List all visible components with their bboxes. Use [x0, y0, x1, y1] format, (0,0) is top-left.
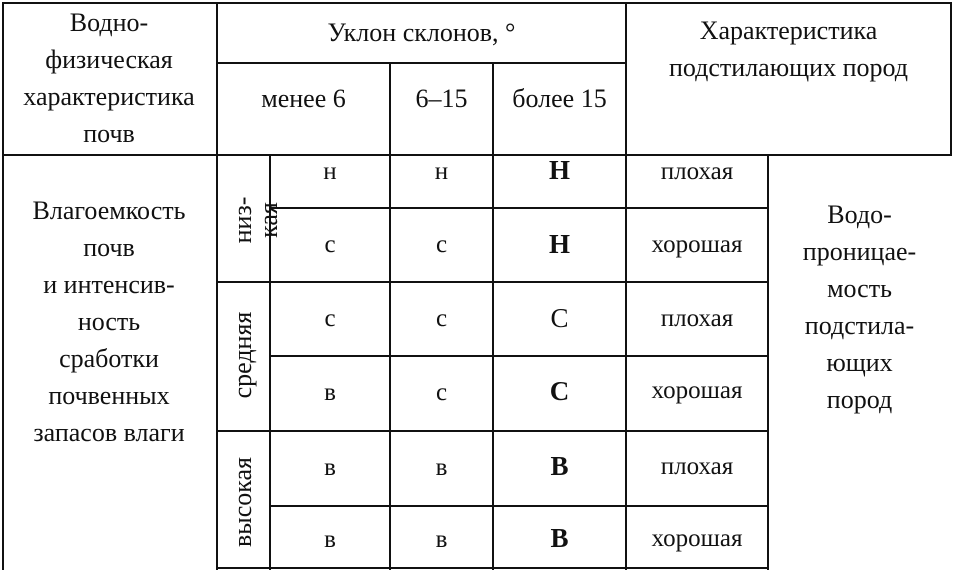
cell-slope-less-6: н	[323, 158, 337, 185]
header-col1-line: характеристика	[23, 82, 195, 111]
header-rock-line: Характеристика	[699, 16, 878, 45]
cell-rock-quality: плохая	[660, 453, 734, 480]
level-low-line: низ-	[228, 196, 257, 244]
row-label-line: почв	[83, 233, 135, 262]
cell-rock-quality: хорошая	[651, 231, 743, 258]
row-label-line: ность	[77, 307, 141, 336]
header-rock-line: подстилающих пород	[669, 53, 908, 82]
cell-slope-more-15: С	[550, 303, 569, 333]
slope-col-less-6: менее 6	[261, 84, 346, 113]
col-divider-rock	[625, 2, 627, 570]
permeability-line: пород	[826, 385, 893, 414]
cell-slope-6-15: с	[435, 305, 448, 332]
row-divider-5	[270, 505, 768, 507]
cell-rock-quality: плохая	[660, 305, 734, 332]
cell-slope-less-6: в	[324, 379, 336, 406]
cell-slope-more-15: С	[549, 376, 570, 406]
permeability-line: ющих	[826, 348, 893, 377]
cell-slope-less-6: в	[324, 526, 336, 553]
table-border-right	[950, 2, 952, 154]
cell-slope-6-15: с	[435, 231, 448, 258]
level-high: высокая	[228, 456, 257, 548]
header-col1	[2, 4, 216, 152]
cell-slope-6-15: в	[435, 526, 448, 553]
cell-slope-6-15: с	[435, 379, 448, 406]
cell-rock-quality: хорошая	[651, 525, 743, 552]
level-medium: средняя	[228, 311, 257, 399]
permeability-line: Водо-	[827, 200, 892, 229]
permeability-line: мость	[827, 274, 892, 303]
cell-slope-more-15: Н	[548, 155, 570, 185]
row-label-line: почвенных	[48, 381, 170, 410]
header-bottom-rule	[2, 154, 952, 156]
cell-rock-quality: плохая	[660, 158, 734, 185]
cell-slope-less-6: в	[324, 454, 336, 481]
permeability-line: проницае-	[802, 237, 917, 266]
row-label-line: Влагоемкость	[32, 196, 186, 225]
cell-slope-6-15: н	[434, 158, 449, 185]
row-label	[2, 192, 216, 451]
header-rock	[627, 12, 950, 86]
header-col1-line: Водно-	[69, 8, 149, 37]
row-divider-1	[270, 207, 768, 209]
level-low-line: кая	[254, 202, 283, 238]
row-label-line: сработки	[59, 344, 159, 373]
row-divider-3	[270, 355, 768, 357]
permeability-label	[769, 196, 950, 418]
row-label-line: запасов влаги	[33, 418, 185, 447]
header-col1-line: физическая	[45, 45, 173, 74]
cell-slope-less-6: с	[324, 231, 336, 258]
cell-slope-more-15: В	[550, 523, 569, 553]
slope-col-more-15: более 15	[512, 84, 607, 113]
cell-slope-less-6: с	[324, 305, 336, 332]
cell-slope-more-15: Н	[548, 229, 570, 259]
cell-slope-6-15: в	[435, 454, 448, 481]
permeability-line: подстила-	[804, 311, 915, 340]
cell-slope-more-15: В	[550, 451, 569, 481]
header-divider-slope	[217, 62, 626, 64]
slope-col-6-15: 6–15	[415, 84, 468, 113]
cell-rock-quality: хорошая	[651, 377, 743, 404]
header-col1-line: почв	[83, 119, 135, 148]
row-label-line: и интенсив-	[43, 270, 175, 299]
slope-title: Уклон склонов, °	[327, 18, 516, 47]
